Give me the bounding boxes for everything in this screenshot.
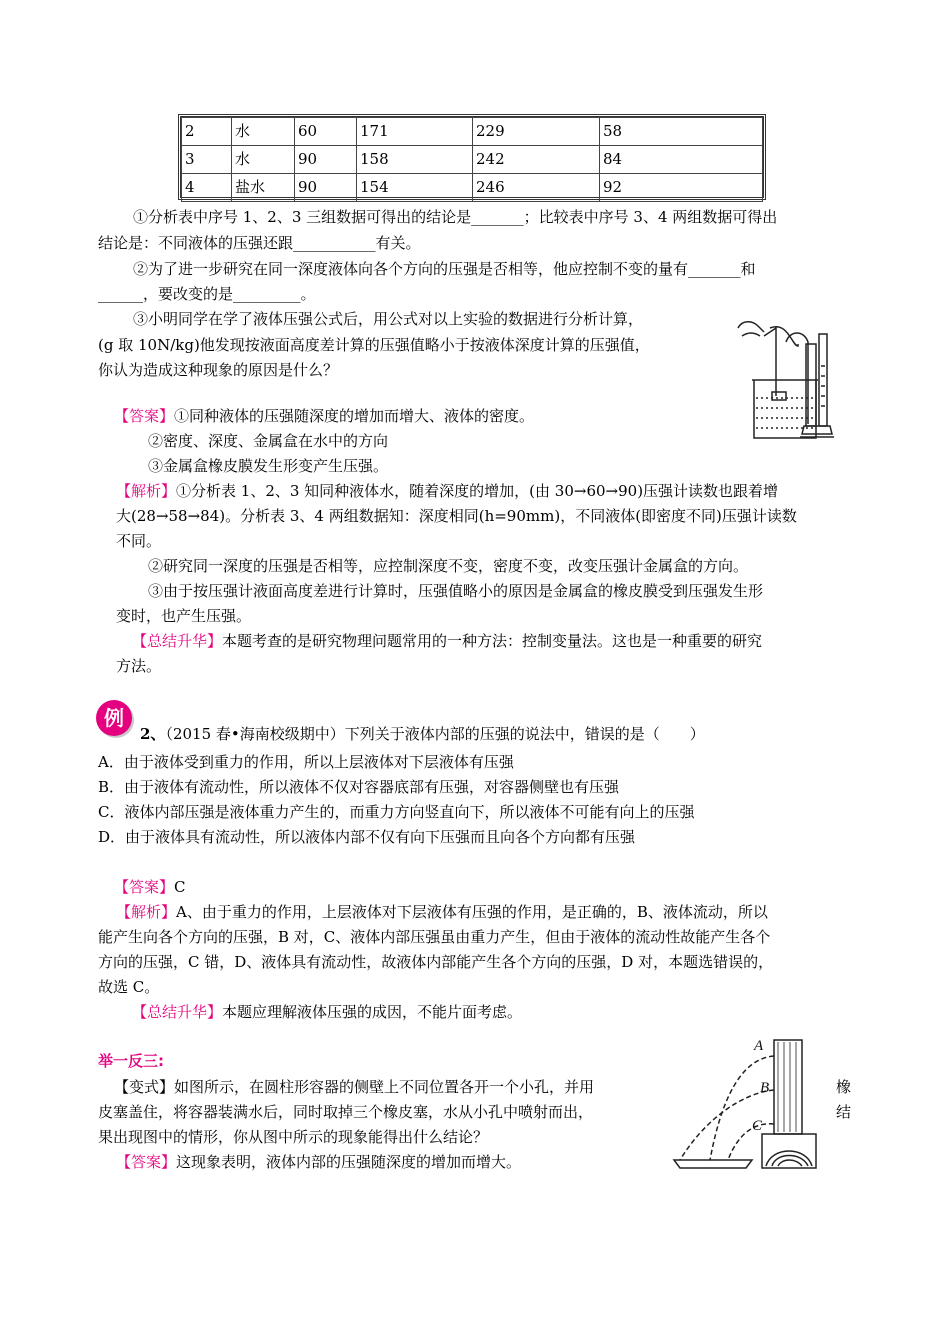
label-c: C: [752, 1118, 763, 1134]
variant-heading: 举一反三:: [98, 1052, 164, 1070]
summary-text: 本题应理解液体压强的成因，不能片面考虑。: [222, 1003, 523, 1021]
analysis-line: 方向的压强，C 错，D、液体具有流动性，故液体内部能产生各个方向的压强，D 对，本题选错误的，: [98, 953, 774, 971]
variant-line-tail: 橡: [836, 1078, 852, 1096]
question-line: (g 取 10N/kg)他发现按液面高度差计算的压强值略小于按液体深度计算的压强值，: [98, 336, 650, 354]
table-cell: 3: [182, 146, 232, 174]
variant-text: 如图所示，在圆柱形容器的侧壁上不同位置各开一个小孔，并用: [174, 1078, 595, 1096]
table-cell: 盐水: [232, 174, 295, 202]
question-line: ③小明同学在学了液体压强公式后，用公式对以上实验的数据进行分析计算，: [133, 310, 644, 328]
answer-line: ②密度、深度、金属盒在水中的方向: [148, 432, 389, 450]
option-d: D．由于液体具有流动性，所以液体内部不仅有向下压强而且向各个方向都有压强: [98, 828, 636, 846]
option-a: A．由于液体受到重力的作用，所以上层液体对下层液体有压强: [98, 753, 514, 771]
table-row: [182, 118, 763, 146]
variant-line: 果出现图中的情形，你从图中所示的现象能得出什么结论？: [98, 1128, 489, 1146]
example-number: 2、: [140, 725, 166, 743]
summary-block: [132, 1005, 522, 1020]
example-badge: 例: [96, 700, 132, 736]
summary-line: 方法。: [116, 657, 162, 675]
variant-answer: [116, 1155, 521, 1170]
question-line: ②为了进一步研究在同一深度液体向各个方向的压强是否相等，他应控制不变的量有_______和: [133, 260, 756, 278]
analysis-tag: 【解析】: [116, 903, 177, 921]
variant-block: [114, 1080, 594, 1095]
analysis-line: ③由于按压强计液面高度差进行计算时，压强值略小的原因是金属盒的橡皮膜受到压强发生形: [148, 582, 764, 600]
variant-tag: 【变式】: [114, 1078, 175, 1096]
table-cell: 84: [600, 146, 763, 174]
table-cell: 158: [357, 146, 473, 174]
table-cell: 水: [232, 118, 295, 146]
analysis-text: A、由于重力的作用，上层液体对下层液体有压强的作用，是正确的，B、液体流动，所以: [176, 903, 768, 921]
answer-text: C: [174, 878, 186, 896]
table-cell: 60: [295, 118, 357, 146]
table-row: [182, 174, 763, 202]
table-cell: 58: [600, 118, 763, 146]
analysis-line: 不同。: [116, 532, 162, 550]
summary-text: 本题考查的是研究物理问题常用的一种方法：控制变量法。这也是一种重要的研究: [222, 632, 763, 650]
analysis-line: ②研究同一深度的压强是否相等，应控制深度不变，密度不变，改变压强计金属盒的方向。: [148, 557, 749, 575]
table-cell: 2: [182, 118, 232, 146]
variant-line-tail: 结: [836, 1103, 852, 1121]
question-line: ______，要改变的是_________。: [98, 285, 316, 303]
table-cell: 4: [182, 174, 232, 202]
summary-tag: 【总结升华】: [132, 1003, 223, 1021]
table-cell: 229: [473, 118, 600, 146]
answer-tag: 【答案】: [116, 1153, 177, 1171]
label-a: A: [754, 1038, 764, 1054]
question-line: 结论是：不同液体的压强还跟___________有关。: [98, 234, 421, 252]
table-cell: 154: [357, 174, 473, 202]
analysis-line: 大(28→58→84)。分析表 3、4 两组数据知：深度相同(h=90mm)，不同液体(即密度不同)压强计读数: [116, 507, 797, 525]
table-cell: 90: [295, 174, 357, 202]
answer-block: [114, 880, 186, 895]
table-cell: 171: [357, 118, 473, 146]
analysis-block: [116, 905, 768, 920]
table-cell: 92: [600, 174, 763, 202]
answer-block: [114, 409, 534, 424]
water-jet-figure: [668, 1034, 820, 1172]
analysis-tag: 【解析】: [116, 482, 177, 500]
example-question-text: （2015 春•海南校级期中）下列关于液体内部的压强的说法中，错误的是（ ）: [165, 725, 705, 743]
table-cell: 246: [473, 174, 600, 202]
table-cell: 水: [232, 146, 295, 174]
analysis-line: 变时，也产生压强。: [116, 607, 252, 625]
option-c: C．液体内部压强是液体重力产生的，而重力方向竖直向下，所以液体不可能有向上的压强: [98, 803, 695, 821]
answer-text: 这现象表明，液体内部的压强随深度的增加而增大。: [176, 1153, 522, 1171]
question-line: 你认为造成这种现象的原因是什么？: [98, 361, 339, 379]
pressure-gauge-figure: [728, 306, 838, 444]
analysis-text: ①分析表 1、2、3 知同种液体水，随着深度的增加，(由 30→60→90)压强计读数也跟着增: [176, 482, 779, 500]
answer-text: ①同种液体的压强随深度的增加而增大、液体的密度。: [174, 407, 535, 425]
table-cell: 242: [473, 146, 600, 174]
option-b: B．由于液体有流动性，所以液体不仅对容器底部有压强，对容器侧壁也有压强: [98, 778, 620, 796]
summary-tag: 【总结升华】: [132, 632, 223, 650]
table-row: [182, 146, 763, 174]
table-cell: 90: [295, 146, 357, 174]
label-b: B: [760, 1080, 770, 1096]
analysis-block: [116, 484, 778, 499]
answer-line: ③金属盒橡皮膜发生形变产生压强。: [148, 457, 389, 475]
data-table: [178, 114, 766, 200]
answer-tag: 【答案】: [114, 878, 175, 896]
answer-tag: 【答案】: [114, 407, 175, 425]
example-question: [140, 727, 705, 742]
question-line: ①分析表中序号 1、2、3 三组数据可得出的结论是_______；比较表中序号 3、4 两组数据可得出: [133, 208, 778, 226]
summary-block: [132, 634, 762, 649]
variant-line: 皮塞盖住，将容器装满水后，同时取掉三个橡皮塞，水从小孔中喷射而出，: [98, 1103, 594, 1121]
analysis-line: 能产生向各个方向的压强，B 对，C、液体内部压强虽由重力产生，但由于液体的流动性故能产生各个: [98, 928, 771, 946]
analysis-line: 故选 C。: [98, 978, 160, 996]
